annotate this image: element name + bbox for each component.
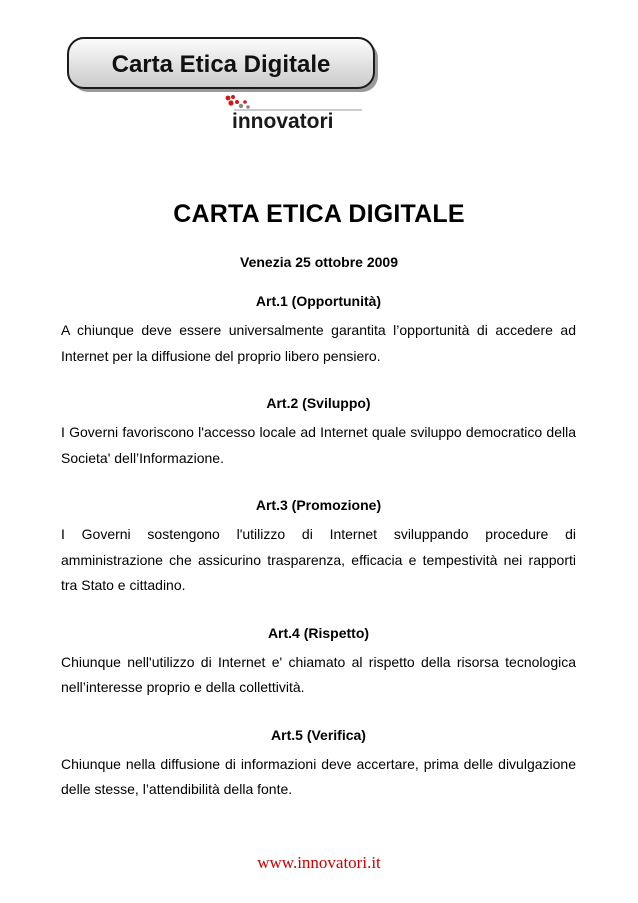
article-heading: Art.2 (Sviluppo) [266,395,371,411]
logo-dot-7 [246,105,250,109]
logo-dot-3 [228,100,233,105]
carta-etica-digitale-logo [66,36,382,96]
article-5 [61,726,576,803]
article-heading: Art.1 (Opportunità) [255,293,382,309]
article-body: Chiunque nell'utilizzo di Internet e' chiamato al rispetto della risorsa tecnologica nell’interesse proprio e della collettività. [61,653,576,695]
logo-dot-4 [235,100,239,104]
document-date: Venezia 25 ottobre 2009 [240,254,398,270]
logo-dot-6 [243,100,247,104]
document-title: CARTA ETICA DIGITALE [173,200,465,228]
article-body: Chiunque nella diffusione di informazioni deve accertare, prima delle divulgazione delle stesse, l’attendibilità della fonte. [61,755,576,797]
logo-banner-text: Carta Etica Digitale [111,51,331,78]
innovatori-logo [222,94,364,134]
article-heading: Art.4 (Rispetto) [267,624,370,641]
article-body: I Governi sostengono l'utilizzo di Internet sviluppando procedure di amministrazione che assicurino trasparenza, efficacia e tempestività nei rapporti tra Stato e cittadino. [61,526,576,593]
article-3 [61,496,576,599]
article-heading: Art.5 (Verifica) [271,726,366,743]
article-heading: Art.3 (Promozione) [255,497,382,513]
logo-dot-1 [226,96,231,101]
logo-dot-5 [239,104,243,108]
logo-dot-2 [231,95,235,99]
footer-url: www.innovatori.it [257,853,381,872]
articles-section [61,292,576,828]
article-body: I Governi favoriscono l'accesso locale ad Internet quale sviluppo democratico della Societa' dell’Informazione. [61,424,576,466]
article-body: A chiunque deve essere universalmente garantita l’opportunità di accedere ad Internet per la diffusione del proprio libero pensiero. [61,322,576,364]
article-2 [61,394,576,471]
article-4 [61,624,576,701]
logo-sub-text: innovatori [232,110,334,133]
article-1 [61,292,576,369]
